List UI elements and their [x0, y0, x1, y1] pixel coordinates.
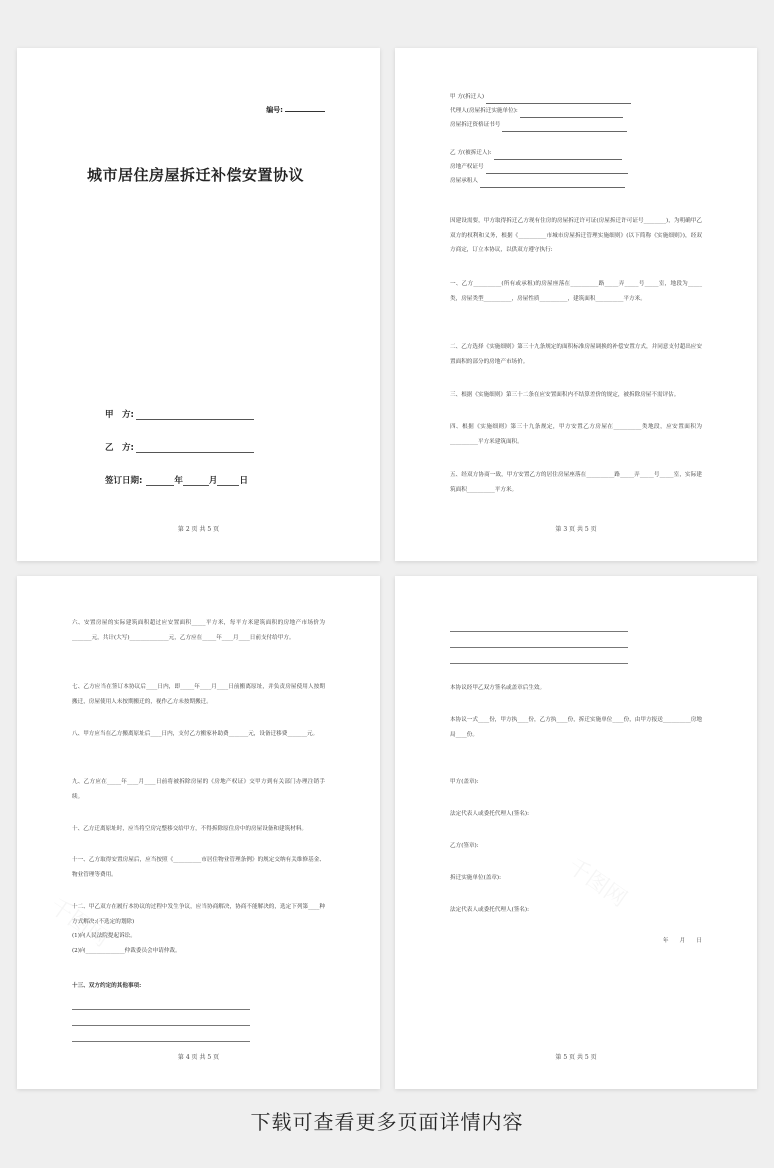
clause-2: 二、乙方选择《实施细则》第三十九条规定的面积标准房屋调换的补偿安置方式，并同意支付超出应安置面积的部分的房地产市场价。 [450, 344, 702, 365]
year-blank [146, 476, 174, 486]
party-b-label: 乙 方: [105, 443, 134, 453]
page-footer: 第 5 页 共 5 页 [555, 1054, 597, 1061]
sign-party-a: 甲方(盖章): [450, 779, 479, 785]
page-5 [395, 576, 757, 1089]
serial-number [266, 104, 325, 115]
clause-12-option-1: (1)向人民法院提起诉讼。 [72, 933, 136, 939]
sign-date: 年 月 日 [662, 938, 702, 944]
copies-clause: 本协议一式____份，甲方执____份，乙方执____份，拆迁实施单位____份，由甲方报送__________房地局____份。 [450, 717, 702, 738]
party-b-blank [136, 443, 254, 453]
clause-8: 八、甲方应当在乙方搬离原址后____日内，支付乙方搬家补助费_______元，设备迁移费_______元。 [72, 731, 319, 737]
page-cover [17, 48, 380, 561]
effective-clause: 本协议经甲乙双方签名或盖章后生效。 [450, 685, 546, 691]
page-4 [17, 576, 380, 1089]
blank-lines [450, 616, 628, 664]
field-license: 房屋拆迁资格证书号 [450, 118, 702, 132]
party-b-line [105, 441, 254, 453]
field-tenant: 房屋承租人 [450, 174, 702, 188]
serial-label: 编号: [266, 106, 283, 114]
field-agent: 代理人(房屋拆迁实施单位): [450, 104, 702, 118]
party-a-line [105, 408, 254, 420]
clause-7: 七、乙方应当在签订本协议后____日内，即_____年____月____日前搬离原址，并负责房屋使用人按期搬迁，房屋使用人未按期搬迁的，视作乙方未按期搬迁。 [72, 684, 325, 705]
month-blank [183, 476, 209, 486]
download-caption: 下载可查看更多页面详情内容 [250, 1110, 524, 1134]
document-title: 城市居住房屋拆迁补偿安置协议 [87, 166, 305, 184]
page-footer: 第 3 页 共 5 页 [555, 526, 597, 533]
field-party-b: 乙 方(被拆迁人): [450, 146, 702, 160]
serial-blank [285, 104, 325, 112]
sign-party-b: 乙方(签章): [450, 843, 479, 849]
clause-10: 十、乙方迁离原址时，应当将空房完整移交给甲方，不得拆除原住房中的房屋设备和建筑材料。 [72, 826, 307, 832]
month-label: 月 [208, 476, 218, 486]
party-fields [450, 90, 702, 188]
sign-date-label: 签订日期: [105, 476, 143, 486]
page-3 [395, 48, 757, 561]
party-a-label: 甲 方: [105, 410, 134, 420]
day-label: 日 [239, 476, 248, 486]
clause-1: 一、乙方__________(所有或承租)的房屋座落在__________路_____弄_____号_____室，地段为_____类，房屋类型__________，房屋性质__________，建筑面积__________平方米。 [450, 281, 702, 302]
clause-12: 十二、甲乙双方在履行本协议的过程中发生争议，应当协商解决，协商不能解决的，选定下列第____种方式解决:(不选定的划除) (1)向人民法院提起诉讼。 (2)向______________仲裁委员会申请仲裁。 [72, 900, 325, 958]
clause-4: 四、根据《实施细则》第三十九条规定，甲方安置乙方房屋在__________类地段，应安置面积为__________平方米建筑面积。 [450, 424, 702, 445]
field-party-a: 甲 方(拆迁人) [450, 90, 702, 104]
clause-13: 十三、双方约定的其他事项: [72, 983, 142, 989]
rep-unit: 法定代表人或委托代理人(签名): [450, 907, 529, 913]
intro-paragraph: 因建设需要，甲方取得拆迁乙方现有住房的房屋拆迁许可证(房屋拆迁许可证号________)，为明确甲乙双方的权利和义务，根据《__________市城市房屋拆迁管理实施细则》(以下简称《实施细则》)，经双方商定，订立本协议，以供双方遵守执行: [450, 218, 702, 253]
page-footer: 第 2 页 共 5 页 [177, 526, 220, 533]
clause-9: 九、乙方应在_____年____月____日前将被拆除房屋的《房地产权证》交甲方到有关部门办理注销手续。 [72, 779, 325, 800]
sign-unit: 拆迁实施单位(盖章): [450, 875, 501, 881]
party-a-blank [136, 410, 254, 420]
other-terms-lines [72, 994, 250, 1042]
year-label: 年 [174, 476, 183, 486]
clause-11: 十一、乙方取得安置房屋后，应当按照《__________市居住物业管理条例》的规定交纳有关维修基金、物业管理等费用。 [72, 857, 325, 878]
clause-3: 三、根据《实施细则》第三十二条在应安置面积内不结算差价的规定，被拆除房屋不需评估。 [450, 392, 680, 398]
page-footer: 第 4 页 共 5 页 [177, 1054, 220, 1061]
clause-6: 六、安置房屋的实际建筑面积超过应安置面积_____平方米，每平方米建筑面积的房地产市场价为_______元，共计(大写)______________元，乙方应在_____年____月____日前支付给甲方。 [72, 620, 325, 641]
day-blank [217, 476, 239, 486]
sign-date-line [105, 474, 248, 486]
rep-party-a: 法定代表人或委托代理人(签名): [450, 811, 529, 817]
clause-5: 五、经双方协商一致，甲方安置乙方的居住房屋座落在__________路_____弄_____号_____室，实际建筑面积__________平方米。 [450, 472, 702, 493]
clause-12-option-2: (2)向______________仲裁委员会申请仲裁。 [72, 947, 181, 954]
field-property-cert: 房地产权证号 [450, 160, 702, 174]
